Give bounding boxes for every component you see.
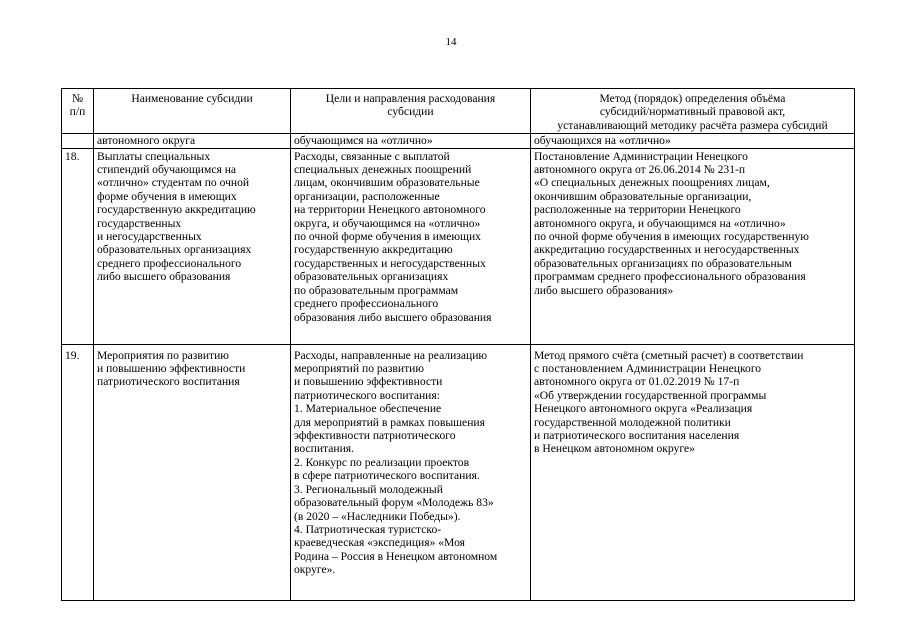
text-line: программам среднего профессионального образования: [534, 270, 806, 284]
text-line: и патриотического воспитания населения: [534, 429, 740, 443]
text-line: форме обучения в имеющих: [97, 189, 237, 203]
text-line: эффективности патриотического: [294, 429, 456, 443]
text-line: среднего профессионального: [97, 256, 242, 270]
text-line: образовательных организациях по образовательным: [534, 256, 792, 270]
text-line: «Об утверждении государственной программы: [534, 388, 767, 402]
table-row: [62, 344, 855, 600]
continuation-name: автономного округа: [94, 134, 291, 148]
text-line: либо высшего образования»: [534, 283, 674, 297]
text-line: автономного округа от 26.06.2014 № 231-п: [534, 163, 746, 177]
text-line: для мероприятий в рамках повышения: [294, 415, 485, 429]
text-line: Постановление Администрации Ненецкого: [534, 149, 748, 163]
subsidy-method-cell: [531, 148, 855, 344]
text-line: расположенные на территории Ненецкого: [534, 203, 741, 217]
text-line: мероприятий по развитию: [294, 362, 425, 376]
text-line: 3. Региональный молодежный: [294, 482, 443, 496]
text-line: 4. Патриотическая туристско-: [294, 522, 442, 536]
text-line: Наименование субсидии: [131, 92, 253, 105]
text-line: стипендий обучающимся на: [97, 163, 237, 177]
subsidy-table: [61, 88, 855, 601]
text-line: патриотического воспитания:: [294, 388, 440, 402]
text-line: образовательный форум «Молодежь 83»: [294, 496, 494, 510]
text-line: государственную аккредитацию: [294, 243, 453, 257]
text-line: по образовательным программам: [294, 283, 459, 297]
text-line: в сфере патриотического воспитания.: [294, 469, 480, 483]
text-line: Родина – Россия в Ненецком автономном: [294, 549, 498, 563]
header-goal: [291, 89, 531, 134]
text-line: Ненецкого автономного округа «Реализация: [534, 402, 753, 416]
text-line: автономного округа, и обучающимся на «отлично»: [534, 216, 786, 230]
text-line: п/п: [69, 105, 86, 119]
text-line: Мероприятия по развитию: [97, 348, 229, 362]
row-number: 18.: [62, 148, 94, 344]
header-name: [94, 89, 291, 134]
subsidy-goal-cell: [291, 344, 531, 600]
text-line: «О специальных денежных поощрениях лицам,: [534, 176, 770, 190]
row-number: 19.: [62, 344, 94, 600]
text-line: специальных денежных поощрений: [294, 163, 472, 177]
text-line: и повышению эффективности: [294, 375, 443, 389]
text-line: в Ненецком автономном округе»: [534, 442, 695, 456]
continuation-row: [62, 134, 855, 148]
text-line: Метод прямого счёта (сметный расчет) в соответствии: [534, 348, 804, 362]
text-line: государственных и негосударственных: [294, 256, 486, 270]
text-line: устанавливающий методику расчёта размера субсидий: [557, 118, 828, 132]
text-line: и повышению эффективности: [97, 362, 246, 376]
text-line: государственную аккредитацию: [97, 203, 256, 217]
continuation-method: обучающихся на «отлично»: [531, 134, 855, 148]
text-line: лицам, окончившим образовательные: [294, 176, 480, 190]
text-line: и негосударственных: [97, 230, 202, 244]
text-line: по очной форме обучения в имеющих государственную: [534, 230, 809, 244]
text-line: окончившим образовательные организации,: [534, 189, 752, 203]
text-line: образования либо высшего образования: [294, 310, 492, 324]
subsidy-method-cell: [531, 344, 855, 600]
continuation-num: [62, 134, 94, 148]
text-line: «отлично» студентам по очной: [97, 176, 250, 190]
text-line: государственной молодежной политики: [534, 415, 731, 429]
text-line: организации, расположенные: [294, 189, 440, 203]
text-line: среднего профессионального: [294, 297, 439, 311]
text-line: (в 2020 – «Наследники Победы»).: [294, 509, 461, 523]
text-line: округа, и обучающимся на «отлично»: [294, 216, 481, 230]
text-line: либо высшего образования: [97, 270, 231, 284]
text-line: №: [71, 92, 84, 105]
table-header-row: [62, 89, 855, 134]
header-method: [531, 89, 855, 134]
text-line: воспитания.: [294, 442, 355, 456]
text-line: субсидии: [387, 105, 434, 119]
text-line: государственных: [97, 216, 182, 230]
text-line: патриотического воспитания: [97, 375, 240, 389]
text-line: 2. Конкурс по реализации проектов: [294, 455, 470, 469]
page-number: 14: [445, 36, 457, 48]
text-line: образовательных организациях: [97, 243, 252, 257]
text-line: Расходы, связанные с выплатой: [294, 149, 450, 163]
text-line: 1. Материальное обеспечение: [294, 402, 442, 416]
text-line: Цели и направления расходования: [325, 92, 496, 105]
text-line: Расходы, направленные на реализацию: [294, 348, 488, 362]
text-line: по очной форме обучения в имеющих: [294, 230, 481, 244]
text-line: Выплаты специальных: [97, 149, 211, 163]
subsidy-name-cell: [94, 344, 291, 600]
subsidy-goal-cell: [291, 148, 531, 344]
text-line: Метод (порядок) определения объёма: [599, 92, 786, 105]
text-line: краеведческая «экспедиция» «Моя: [294, 536, 465, 550]
text-line: автономного округа от 01.02.2019 № 17-п: [534, 375, 740, 389]
subsidy-name-cell: [94, 148, 291, 344]
text-line: на территории Ненецкого автономного: [294, 203, 486, 217]
text-line: аккредитацию государственных и негосударственных: [534, 243, 800, 257]
text-line: субсидий/нормативный правовой акт,: [599, 105, 786, 119]
text-line: с постановлением Администрации Ненецкого: [534, 362, 762, 376]
table-row: [62, 148, 855, 344]
header-num: [62, 89, 94, 134]
text-line: округе».: [294, 563, 336, 577]
text-line: образовательных организациях: [294, 270, 449, 284]
continuation-goal: обучающимся на «отлично»: [291, 134, 531, 148]
